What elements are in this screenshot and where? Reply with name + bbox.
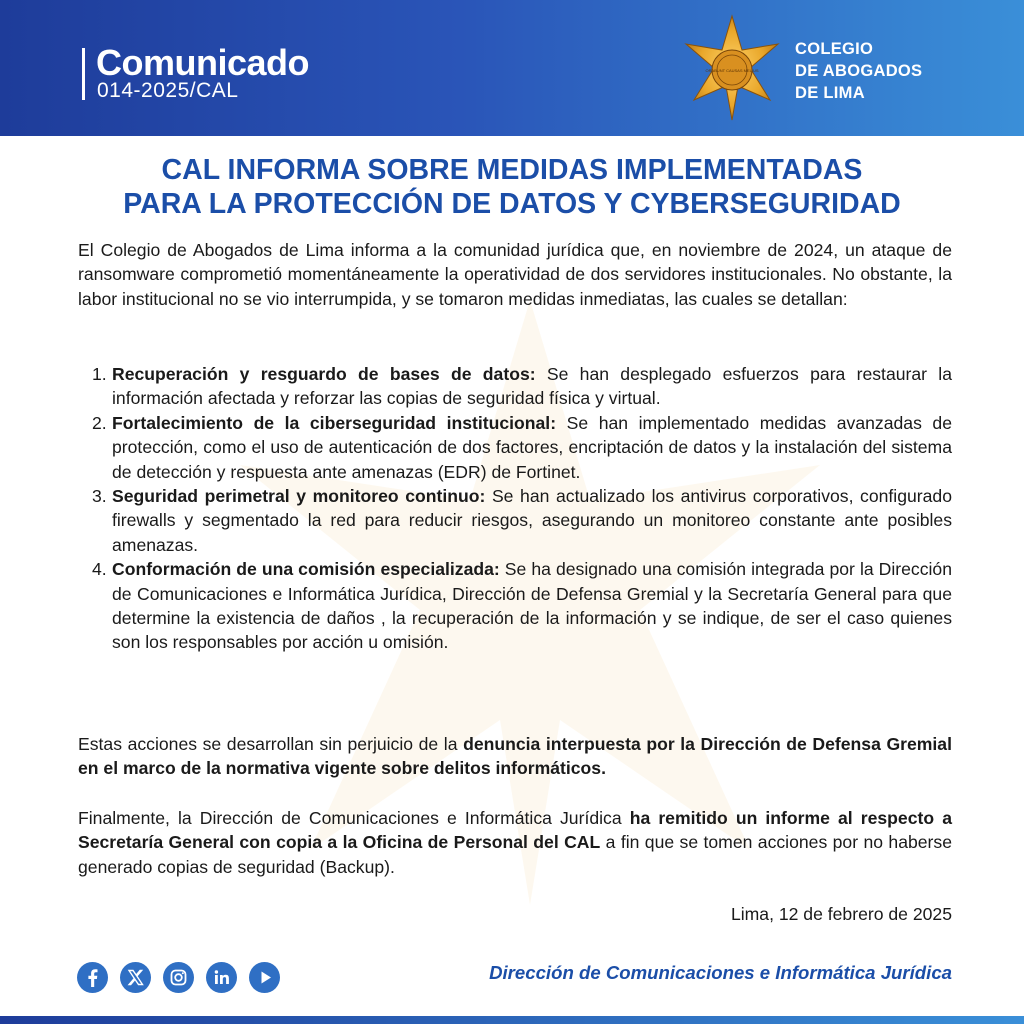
header-banner xyxy=(0,0,1024,136)
bottom-bar xyxy=(0,1016,1024,1024)
org-name-line1: COLEGIO xyxy=(795,40,874,58)
document-date: Lima, 12 de febrero de 2025 xyxy=(730,904,952,924)
org-name xyxy=(795,38,922,104)
footer-department: Dirección de Comunicaciones e Informática Jurídica xyxy=(489,962,952,983)
measures-list xyxy=(92,362,952,655)
youtube-icon[interactable] xyxy=(249,962,280,993)
list-item-number: 2. xyxy=(92,412,107,433)
list-item-number: 3. xyxy=(92,486,107,507)
list-item xyxy=(92,411,952,484)
list-item-text: Se han actualizado los antivirus corporativos, configurado firewalls y segmentado la red para reducir riesgos, asegurando un monitoreo constante ante posibles amenazas. xyxy=(112,486,952,555)
linkedin-icon[interactable] xyxy=(206,962,237,993)
list-item-number: 4. xyxy=(92,559,107,580)
main-title-line1: CAL INFORMA SOBRE MEDIDAS IMPLEMENTADAS xyxy=(161,154,863,186)
instagram-icon[interactable] xyxy=(163,962,194,993)
list-item-heading: Recuperación y resguardo de bases de datos: xyxy=(112,364,536,384)
list-item xyxy=(92,484,952,557)
cal-star-logo xyxy=(680,14,784,122)
main-title xyxy=(40,153,984,221)
closing-paragraph-plain1: Finalmente, la Dirección de Comunicaciones e Informática Jurídica xyxy=(78,808,630,828)
social-links xyxy=(77,962,280,994)
x-icon[interactable] xyxy=(120,962,151,993)
closing-paragraph-plain2: a fin que se tomen acciones por no haberse generado copias de seguridad (Backup). xyxy=(78,832,952,877)
list-item-heading: Conformación de una comisión especializada: xyxy=(112,559,500,580)
communique-title: Comunicado xyxy=(96,42,310,83)
intro-paragraph: El Colegio de Abogados de Lima informa a la comunidad jurídica que, en noviembre de 2024, un ataque de ransomware comprometió momentáneamente la operatividad de dos servidores institucionales. No obstante, la labor institucional no se vio interrumpida, y se tomaron medidas inmediatas, las cuales se detallan: xyxy=(78,240,952,309)
org-name-line3: DE LIMA xyxy=(795,84,865,102)
list-item-heading: Fortalecimiento de la ciberseguridad institucional: xyxy=(112,412,557,433)
list-item xyxy=(92,362,952,411)
list-item-text: Se han desplegado esfuerzos para restaurar la información afectada y reforzar las copias de seguridad física y virtual. xyxy=(112,364,952,409)
list-item-heading: Seguridad perimetral y monitoreo continuo: xyxy=(112,486,486,507)
complaint-paragraph-plain: Estas acciones se desarrollan sin perjuicio de la xyxy=(78,734,464,754)
org-name-line2: DE ABOGADOS xyxy=(795,62,923,80)
list-item-number: 1. xyxy=(92,364,107,384)
facebook-icon[interactable] xyxy=(77,962,108,993)
main-title-line2: PARA LA PROTECCIÓN DE DATOS Y CYBERSEGURIDAD xyxy=(123,188,901,220)
title-divider xyxy=(82,48,85,100)
closing-paragraph-bold: ha remitido un informe al respecto a Secretaría General con copia a la Oficina de Personal del CAL xyxy=(78,808,952,853)
closing-paragraph xyxy=(78,806,952,879)
complaint-paragraph-bold: denuncia interpuesta por la Dirección de Defensa Gremial en el marco de la normativa vigente sobre delitos informáticos. xyxy=(78,734,952,779)
list-item-text: Se ha designado una comisión integrada por la Dirección de Comunicaciones e Informática Jurídica, Dirección de Defensa Gremial y la Secretaría General para que determine la existencia de daños , la recuperación de la información y se indique, de ser el caso quienes son los responsables por acción u omisión. xyxy=(112,559,953,653)
logo-motto: ORABUNT CAUSAS MELIUS xyxy=(705,68,759,73)
communique-code: 014-2025/CAL xyxy=(97,79,239,102)
list-item xyxy=(92,557,952,655)
list-item-text: Se han implementado medidas avanzadas de protección, como el uso de autenticación de dos factores, encriptación de datos y la instalación del sistema de detección y respuesta ante amenazas (EDR) de Fortinet. xyxy=(112,412,952,482)
complaint-paragraph xyxy=(78,732,952,781)
